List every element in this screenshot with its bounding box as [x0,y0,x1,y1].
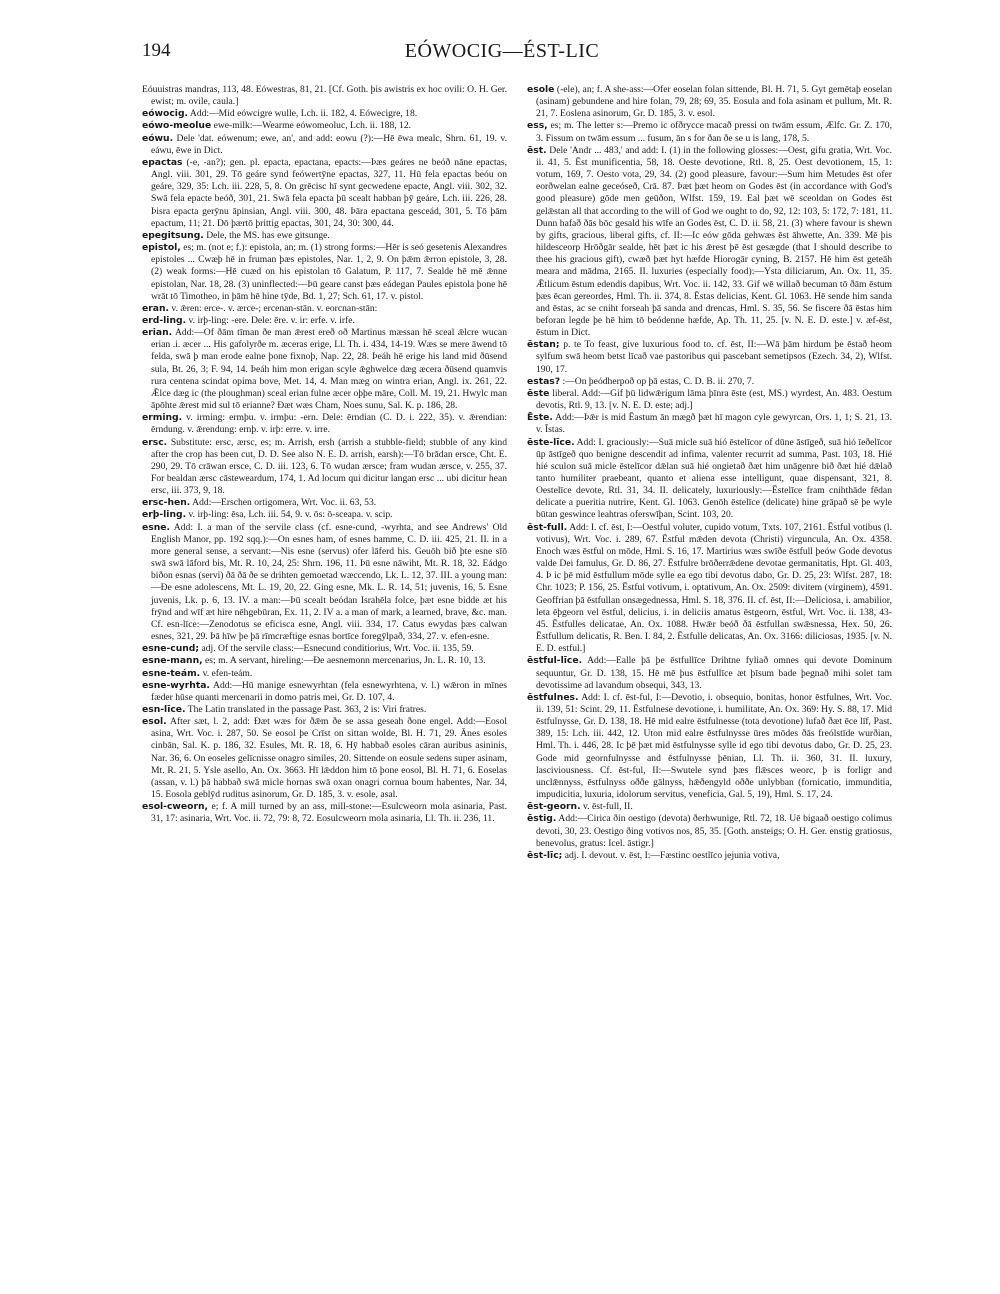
entry-headword: epistol, [142,242,181,254]
entry-headword: ersc. [142,436,168,448]
entry-headword: erming. [142,412,183,424]
dictionary-entry [142,303,507,315]
dictionary-entry [142,133,507,157]
dictionary-entry [142,120,507,132]
entry-text: p. te To feast, give luxurious food to. cf. ēst, II:—Wā þām hirdum þe ēstað heom sylfum swā heom betst līcað vae pastoribus qui pascebant semetipsos (Ezech. 34, 2), Wlfst. 190, 17. [536,339,892,375]
entry-text: (-ele), an; f. A she-ass:—Ofer eoselan folan sittende, Bl. H. 71, 5. Gyt gemētaþ eoselan (asinam) gebundene and hire folan, 79, 28; 69, 35. Eosula and fola asinam et pullum, Mt. R. 21, 7. Eoslena asinorum, Gr. D. 185, 3. v. esol. [536,84,892,120]
entry-headword: esne. [142,521,170,533]
dictionary-entry [527,801,892,813]
entry-headword: eówu. [142,132,174,144]
entry-text: v. ēst-full, II. [583,801,633,813]
dictionary-entry [527,692,892,801]
dictionary-entry [142,412,507,436]
dictionary-entry [527,376,892,388]
entry-text: liberal. Add:—Gif þū lidwǣrigum lāma þīnra ēste (est, MS.) wyrdest, An. 483. Oestum devotis, Rtl. 9, 13. [v. N. E. D. este; adj.] [536,387,892,412]
entry-headword: Ēste. [527,412,553,424]
entry-text: Add:—Of ðām tīman ðe man ǣrest ereð oð Martinus mæssan hē sceal ǣlcre wucan erian .i. æcer ... His gafolyrðe m. æceras erige, Ll. Th. i. 434, 14-19. Wæs se mere āwend tō felda, swā þ man erode ealne þone fixnoþ, Nap. 22, 28. Þeáh hē erige his land mid ðūsend sula, Bt. 26, 3; F. 94, 14. Þeáh him mon erigan scyle ǣghwelce dæg æcera ðūsend quamvis rura centena scindat opima bove, Met. 14, 4. Man mæg on wintra erian, Angl. ix. 261, 22. Ǣlce dæg ic (the ploughman) sceal erian fulne æcer oþþe māre, Coll. M. 19, 21. Hwylc man āpōhte ǣrest mid sul tō erianne? Ðæt wæs Cham, Noes sunu, Sal. K. p. 186, 28. [151,327,507,412]
dictionary-entry [142,242,507,303]
entry-headword: erd-ling. [142,314,187,326]
entry-headword: ēstfulnes. [527,691,579,703]
entry-text: v. ǣren: erce-. v. ærce-; ercenan-stān. v. eorcnan-stān: [171,302,378,314]
entry-text: Add:—Ealle þā þe ēstfullīce Drihtne fyliað omnes qui devote Dominum sequuntur, Gr. D. 138, 15. Hē mē þus ēstfullīce æt þīsum bade þegnað mihi solet tam devotissime ad lavandum obsequi, 343, 13. [536,655,892,691]
entry-headword: epegitsung. [142,229,204,241]
entry-text: Add: I. a man of the servile class (cf. esne-cund, -wyrhta, and see Andrews' Old English Manor, pp. 192 sqq.):—On esnes ham, of esnes hamme, C. D. iii. 425, 21. II. in a more general sense, a servant:—Nis esne (servus) ofer lāferd his. Geuōh bið þte esne sīō swā swā lāford bis, Mt. R. 10, 24, 25: Shrn. 196, 11. Þū esne nāwiht, Mt. R. 18, 32. Eádgo biðon esnas (servi) ðā ðā ðe se drihten gemoetad wæccendo, Lk. L. 12, 37. III. a young man:—Ðe esne adolescens, Mt. L. 19, 20, 22. Ging esne, Mk. L. R. 14, 51; juvenis, 16, 5. Esne juvenis, Lk. p. 6, 13. IV. a man:—Þū scealt beódan Israhēla folce, þæt esne bidde æt his frȳnd and wīf æt hire nēhgebūran, Ex. 11, 2. IV a. a man of mark, a learned, brave, &c. man. Cf. esn-līce:—Zenodotus se eficisca esne, Angl. viii. 334, 17. Catus ewydas þæs calwan esnes, 321, 29. Þā hīw þe þā rīmcræftige esnas bortīce foregȳlpað, 334, 27. v. efen-esne. [151,521,507,643]
entry-headword: esne-wyrhta. [142,679,210,691]
entry-headword: ēst-georn. [527,801,581,813]
dictionary-entry [142,437,507,498]
dictionary-entry [142,327,507,412]
dictionary-entry [527,850,892,862]
entry-headword: ēste [527,387,550,399]
entry-text: v. irming: ermþu. v. irmþu: -ern. Dele: ērndian (C. D. i. 222, 35). v. ǣrendian: ērndung. v. ǣrendung: ernþ. v. irþ: erre. v. irre. [151,412,507,436]
entry-headword: ess, [527,120,548,132]
entry-text: Add:—Erschen ortigomera, Wrt. Voc. ii. 63, 53. [192,497,377,509]
entry-text: Add:—Mid eówcigre wulle, Lch. ii. 182, 4. Eówecigre, 18. [189,108,418,120]
right-column [527,84,892,1282]
entry-headword: estas? [527,375,561,387]
entry-text: Add: I. cf. ēst-ful, I:—Devotio, i. obsequio, bonitas, honor ēstfulnes, Wrt. Voc. ii. 139, 51: Scint. 29, 11. Ēstfulnese devotione, i. humilitate, An. Ox. 369: Hy. S. 88, 17. Mid ēstfulnysse, Gr. D. 138, 18. Hē mid ealre ēstfulnesse (tota devotione) lufað ðæt ēce līf, Past. 389, 15: Lch. iii. 442, 12. Uton mid ealre ēstfulnysse ūres mōdes ðās freólstīde wurðian, Hml. Th. i. 446, 28. Ic þē þæt mid ēstfulnysse sylle id ego tibi devotus dabo, Gr. D. 25, 23. Gode mid geornfulnysse and ēstfulnysse þēnian, Ll. Th. ii. 360, 31. II. luxury, lasciviousness. Cf. ēst-ful, II:—Swutele synd þæs flǣsces weorc, þ is forligr and unclǣnnyss, ēstfulnyss oððe gālnyss, hǣðengyld oððe unlybban (fornicatio, immunditia, impudicitia, luxuria, idolorum servitus, veneficia, Gal. 5, 19), Hml. S. 17, 24. [536,691,892,801]
page-number: 194 [142,40,171,61]
entry-text: e; f. A mill turned by an ass, mill-stone:—Esulcweorn mola asinaria, Past. 31, 17: asinaria, Wrt. Voc. ii. 72, 79: 8, 72. Eosulcweorn mola asinaria, Ll. Th. ii. 236, 11. [151,801,507,825]
dictionary-entry [142,522,507,644]
entry-headword: esne-mann, [142,655,203,667]
dictionary-entry [142,230,507,242]
entry-headword: eran. [142,302,169,314]
entry-text: es; m. The letter s:—Premo ic ofðrycce macað pressi on twām essum, Ælfc. Gr. Z. 170, 3. Fissum on twām essum ... fusum, ān s for ðan ðe se u is lang, 178, 5. [536,120,892,144]
entry-text: es; m. A servant, hireling:—Ðe aesnemonn mercenarius, Jn. L. R. 10, 13. [205,655,486,667]
dictionary-entry [142,509,507,521]
entry-text: Dele 'dat. eówenum; ewe, an', and add: eowu (?):—Hē ēwa mealc, Shrn. 61, 19. v. eáwu, ēwe in Dict. [151,132,507,156]
entry-text: adj. I. devout. v. ēst, I:—Fæstinc oestlīco jejunia votiva, [564,849,780,861]
dictionary-entry [527,412,892,436]
entry-text: Substitute: ersc, ærsc, es; m. Arrish, ersh (arrish a stubble-field; stubble of any kind after the crop has been cut, D. D. See also N. E. D. arrish, earsh):—Tō brādan ersce, Cht. E. 290, 29. Tō crāwan ersce, C. D. iii. 123, 6. Tō wudan ærsce; fram wudan ærsce, v. 255, 37. For bealdan ærsc cāsteweardum, 174, 1. Ad locum qui dicitur langan ersc ... ubi dicitur hean ersc, iii. 373, 9, 18. [151,436,507,497]
entry-headword: ēst. [527,144,547,156]
entry-text: v. irþ-ling: -ere. Dele: ēre. v. ir: erfe. v. irfe. [188,314,355,326]
entry-text: Add: I. graciously:—Suā micle suā hió ēstelīcor of dūne āstīgeð, suā hió īeðelīcor ūp āstīgeð quo benigne descendit ad infima, valenter recurrit ad summa, Past. 103, 18. Hié hié sculon suā micle ēstelīcor dǣlan suā hié ongietað ðæt him unāgenre bið ðæt hié dǣlað tanto humiliter praebeant, quanto et aliena esse intelligunt, quae dispensant, 321, 8. Oestelīce devote, Rtl. 31, 34. II. delicately, luxuriously:—Ēstelīce fram cnihthāde fēdan delicate a pueritia nutrire, Kent. Gl. 1063. Genōh ēstelīce (delicate) hine grāpað sē þe wyle būtan geswince leahtras oferswīþan, Scint. 103, 20. [536,436,892,521]
entry-text: adj. Of the servile class:—Esnecund conditiorius, Wrt. Voc. ii. 135, 59. [201,643,474,655]
entry-text: Dele 'Andr ... 483,' and add: I. (1) in the following glosses:—Oest, gifu gratia, Wrt. Voc. ii. 41, 5. Ēst munificentia, 58, 18. Oeste devotione, Rtl. 8, 25. Oest devotionem, 15, 1: votum, 169, 7. Oesto vota, 29, 34. (2) good pleasure, favour:—Sum him Metudes ēst ofer eorðwelan ealne geceóseð, Crā. 87. Þæt þæt heom on Godes ēst (in accordance with God's good pleasure) gōde men geūðon, Wlfst. 159, 19. Eal þæt wē sceoldan on Godes ēst gelǣstan all that according to the will of God we ought to do, 92, 12: 103, 5: 172, 7: 181, 11. Dunn hafað ðās bōc gesald his wīfe an Godes ēst, C. D. ii. 58, 21. (3) where favour is shewn by gifts, gracious, liberal gifts, cf. II:—Ic eów gōda gehwæs ēst āhwette, An. 339. Mē þis hildesceorp Hrōðgār sealde, hēt þæt ic his ǣrest þē ēst gesægde (that I should describe to thee his gracious gift), cwæð þæt hyt hæfde Hiorogār cyning, B. 2157. Hē him ēst geteāh meara and mādma, 2165. II. luxuries (especially food):—Ysta diliciarum, An. Ox. 11, 35. Ǣtlicum ēstum edendis dapibus, Wrt. Voc. ii. 142, 33. Gif wē willað becuman tō ðām ēstum þæs ēcan gereordes, Hml. Th. ii. 374, 8. Ēstas delicias, Kent. Gl. 1063. Hē sende him sanda and ēstas, ac se cniht forseah þā sanda and drencas, Hml. S. 35, 56. Se fiscere ðā ēstas him beforan legde þe hē him tō beódenne hæfde, Ap. Th. 11, 25. [v. N. E. D. este.] v. æf-ēst, ēstum in Dict. [536,144,892,339]
dictionary-entry [527,655,892,691]
entry-text: v. efen-teám. [202,667,253,679]
entry-text: Add: I. cf. ēst, I:—Oestful voluter, cupido votum, Txts. 107, 2161. Ēstful votibus (l. votivus), Wrt. Voc. i. 289, 67. Ēstful mǣden devota (Christi) virguncula, An. Ox. 4358. Enoch wæs ēstful on mōde, Hml. S. 16, 17. Martirius wæs swīðe ēstfull þeów Gode devotus valde Dei famulus, Gr. D. 86, 27. Ēstfulre brōðerrǣdene devotae germanitatis, Hpt. Gl. 403, 4. Þ ic þē mid ēstfullum mōde sylle ea ego tibi devotus dabo, Gr. D. 25, 23: Wlfst. 287, 18: Chr. 1023; P. 156, 25. Ēstful votivum, i. optativum, An. Ox. 2509: divitem (virginem), 4591. Geoffrian þā ēstfullan onsægednessa, Hml. S. 18, 376. II. cf. ēst, II:—Deliciosa, i. amabilior, leta ēþgeorn vel ēstful, delicius, i. in deliciis amatus ēstgeorn, ēstful, Wrt. Voc. ii. 138, 43-45. Ēstfulles delicatae, An. Ox. 1088. Hwǣr beóð ðā ēstfullan swǣsnessa, Hex. 50, 26. Ēstfullum delicatis, R. Ben. I. 84, 2. Ēstfulle delicatas, An. Ox. 3166: diliciosas, 1935. [v. N. E. D. estful.] [536,521,892,655]
dictionary-entry [142,655,507,667]
dictionary-entry [142,668,507,680]
entry-headword: esne-cund; [142,643,200,655]
entry-headword: esole [527,84,555,95]
entry-headword: esol. [142,716,167,728]
entry-headword: ēst-līc; [527,849,563,861]
entry-text: v. irþ-ling: ēsa, Lch. iii. 54, 9. v. ōs: ō-sceapa. v. scip. [188,509,393,521]
entry-headword: ersc-hen. [142,497,191,509]
entry-headword: ēstig. [527,813,557,825]
dictionary-entry [142,801,507,825]
entry-headword: erþ-ling. [142,509,187,521]
dictionary-entry [142,680,507,704]
entry-headword: eówocig. [142,108,189,120]
dictionary-entry [142,497,507,509]
dictionary-entry [527,813,892,849]
left-column [142,84,507,1282]
entry-text: Add:—Þǣr is mid Ēastum ān mægð þæt hī magon cyle gewyrcan, Ors. 1, 1; S. 21, 13. v. Īstas. [536,412,892,436]
entry-text: :—On þeódherpoð op þā estas, C. D. B. ii. 270, 7. [562,375,755,387]
entry-text: After sæt, l. 2, add: Ðæt wæs for ðǣm ðe se assa geseah ðone engel. Add:—Eosol asina, Wrt. Voc. i. 287, 50. Se eosol þe Crīst on sittan wolde, Bl. H. 71, 29. Ānes esoles cinbān, Sal. K. p. 186, 32. Esules, Mt. R. 18, 6. Hȳ habbað esoles cāran auribus asininis, Nar. 36, 6. On eoseles gelīcnisse onagro similes, 20. Sittende on eosule sedens super asinam, Mt. R. 21, 5. Ysle asello, An. Ox. 3663. Hī lǣddon him tō þone eosol, Bl. H. 71, 6. Eoselas (assan, v. l.) þā habbað swā micle hornas swā oxan onagri cornua boum habentes, Nar. 34, 15. Eosola geblȳd ruditus asinorum, Gr. D. 185, 3. v. esole, asal. [151,716,507,801]
entry-text: Eóuuistras mandras, 113, 48. Eówestras, 81, 21. [Cf. Goth. þis awistris ex hoc ovili: O. H. Ger. ewist; m. ovile, caula.] [142,84,507,108]
dictionary-entry [142,643,507,655]
entry-headword: esn-līce. [142,703,186,715]
dictionary-entry [527,437,892,522]
dictionary-entry [527,120,892,144]
entry-headword: esol-cweorn, [142,801,209,813]
dictionary-entry [527,522,892,656]
entry-headword: epactas [142,156,183,168]
page-header [142,40,862,74]
entry-headword: ēstan; [527,339,560,351]
entry-headword: esne-teám. [142,667,201,679]
entry-headword: ēstful-līce. [527,655,583,667]
dictionary-entry [527,145,892,340]
entry-text: Add:—Cirica ðin oestigo (devota) ðerhwunige, Rtl. 72, 18. Uē bigaað oestigo colimus devoti, 30, 23. Oestigo ðing votivos nos, 85, 35. [Goth. ansteigs; O. H. Ger. enstig gratiosus, benevolus, gratus: Icel. āstigr.] [536,813,892,849]
dictionary-entry [142,704,507,716]
entry-text: ewe-milk:—Wearme eówomeoluc, Lch. ii. 188, 12. [213,120,412,132]
entry-text: es; m. (not e; f.): epistola, an; m. (1) strong forms:—Hēr is seó gesetenis Alexandres epistoles ... Cwæþ hē in fruman þæs epistoles, Nar. 1, 2, 9. On þǣm ǣrron epistole, 3, 28. (2) weak forms:—Hē cuæd on his epistolan tō Galatum, P. 117, 7. Sealde hē mē ǣnne epistolan, Nar. 18, 28. (3) uninflected:—Þū geare canst þæs eádegan Paules epistola þone hē wrāt tō Timotheo, in þām hē hine tȳde, Bd. 1, 27; Sch. 61, 17. v. pistol. [151,242,507,302]
dictionary-entry [142,157,507,230]
entry-text: The Latin translated in the passage Past. 363, 2 is: Viri fratres. [187,703,427,715]
entry-headword: ēste-līce. [527,436,575,448]
entry-headword: ēst-full. [527,521,568,533]
entry-text: (-e, -an?); gen. pl. epacta, epactana, epacts:—Þæs geáres ne beóð nāne epactas, Angl. viii. 301, 29. Tō geáre synd feówertȳne epactas, 327, 11. Hū fela epactas beóu on geáre, 329, 35: Lch. iii. 228, 5, 8. On grēcisc hī synt gecwedene epacte, Angl. viii. 302, 32. Swā fela epacte beóð, 301, 21. Swā fela epacta þū scealt habban þȳ geáre, Lch. iii. 226, 28. Þisra epacta gerȳnu āpinsian, Angl. viii. 300, 48. Þāra epactana gesceád, 301, 5. Tō þām epactum, 11; 21. Dō þærtō þrittig epactas, 301, 24, 30: 300, 44. [151,156,507,229]
entry-text: Dele, the MS. has ewe gitsunge. [206,229,330,241]
dictionary-entry [527,84,892,120]
dictionary-entry [142,716,507,801]
dictionary-entry [142,315,507,327]
dictionary-entry [527,388,892,412]
entry-headword: erian. [142,327,173,339]
running-head: EÓWOCIG—ÉST-LIC [404,40,600,62]
entry-text: Add:—Hū manige esnewyrhtan (fela esnewyrhtena, v. l.) wǣron in mīnes fæder hūse quanti mercenarii in domo patris mei, Gr. D. 107, 4. [151,679,507,703]
dictionary-entry [142,84,507,108]
dictionary-entry [527,339,892,375]
dictionary-entry [142,108,507,120]
entry-headword: eówo-meolue [142,120,212,132]
